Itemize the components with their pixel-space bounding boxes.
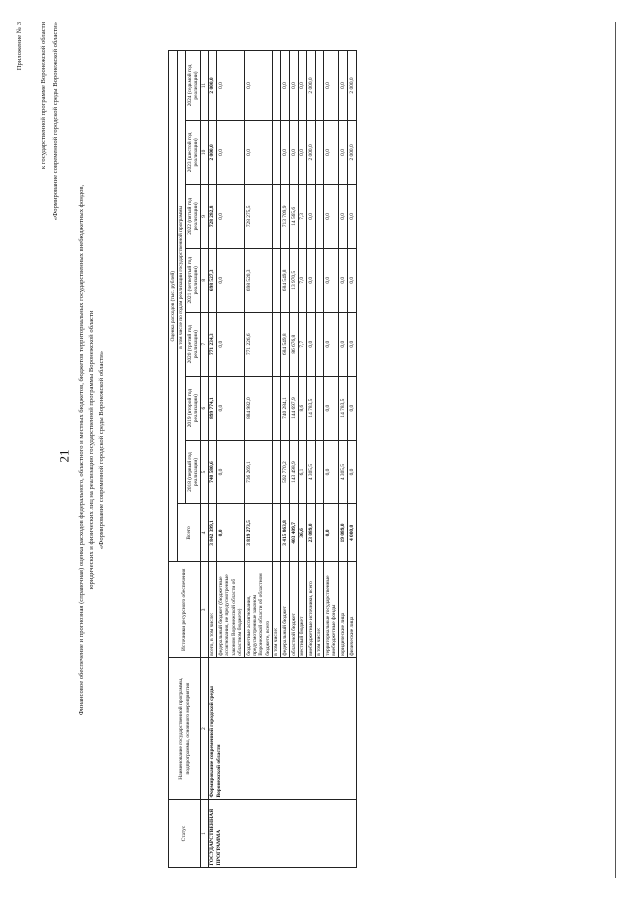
year-value: 2 000,0	[307, 120, 316, 184]
total-value: 0,0	[324, 504, 339, 562]
header-year: 2021 (четвертый год реализации)	[186, 248, 201, 312]
year-value: 144 697,9	[290, 376, 299, 440]
year-value: 592 770,2	[281, 440, 290, 504]
year-value: 14 783,5	[339, 376, 348, 440]
year-value: 6,1	[298, 440, 307, 504]
program-name: Формирование современной городской среды Воронежской области	[208, 658, 356, 800]
year-value: 736 269,1	[245, 440, 273, 504]
year-value: 0,0	[245, 120, 273, 184]
year-value: 0,0	[339, 312, 348, 376]
year-value: 2 000,0	[347, 51, 356, 121]
year-value: 899 774,1	[208, 376, 217, 440]
year-value: 0,0	[281, 51, 290, 121]
total-value: 3 819 273,5	[245, 504, 273, 562]
year-value: 0,0	[339, 184, 348, 248]
funding-source: областной бюджет	[290, 562, 299, 658]
year-value: 0,0	[347, 248, 356, 312]
year-value: 0,0	[324, 51, 339, 121]
year-value: 0,0	[324, 248, 339, 312]
year-value: 0,0	[339, 51, 348, 121]
year-value: 0,0	[245, 51, 273, 121]
header-status: Статус	[169, 800, 201, 868]
column-number: 1	[201, 800, 208, 868]
year-value: 698 527,3	[208, 248, 217, 312]
year-value: 0,0	[217, 440, 245, 504]
year-value: 0,0	[307, 248, 316, 312]
total-value: 403 409,7	[290, 504, 299, 562]
document-title-line3: «Формирование современной городской среды Воронежской области»	[98, 350, 105, 550]
year-value: 684 549,8	[281, 248, 290, 312]
year-value: 0,0	[217, 376, 245, 440]
total-value: 3 415 863,8	[281, 504, 290, 562]
header-year: 2018 (первый год реализации)	[186, 440, 201, 504]
total-value	[272, 504, 281, 562]
funding-source: федеральный бюджет (бюджетные ассигнования, не предусмотренные законом Воронежской области об областном бюджете)	[217, 562, 245, 658]
funding-source: бюджетные ассигнования, предусмотренные законом Воронежской области об областном бюджете, всего	[245, 562, 273, 658]
column-number: 8	[201, 248, 208, 312]
year-value: 0,0	[347, 184, 356, 248]
year-value: 0,0	[217, 248, 245, 312]
year-value: 0,0	[307, 184, 316, 248]
column-number: 9	[201, 184, 208, 248]
year-value: 771 234,3	[208, 312, 217, 376]
year-value	[315, 120, 324, 184]
year-value: 0,0	[324, 120, 339, 184]
appendix-number: Приложение № 3	[16, 22, 23, 71]
year-value: 684 549,8	[281, 312, 290, 376]
year-value: 2 000,0	[347, 120, 356, 184]
column-number: 5	[201, 440, 208, 504]
column-number: 2	[201, 658, 208, 800]
column-number: 3	[201, 562, 208, 658]
table-body	[208, 51, 356, 868]
year-value: 14 565,6	[290, 184, 299, 248]
year-value: 13 970,5	[290, 248, 299, 312]
year-value: 0,0	[347, 440, 356, 504]
column-number: 11	[201, 51, 208, 121]
year-value: 728 282,8	[208, 184, 217, 248]
total-value: 3 842 399,1	[208, 504, 217, 562]
year-value	[272, 440, 281, 504]
year-value: 143 498,9	[290, 440, 299, 504]
year-value: 0,0	[324, 312, 339, 376]
year-value: 0,0	[217, 312, 245, 376]
year-value	[315, 248, 324, 312]
column-number: 10	[201, 120, 208, 184]
year-value: 0,0	[217, 51, 245, 121]
header-year: 2022 (пятый год реализации)	[186, 184, 201, 248]
total-value: 0,0	[217, 504, 245, 562]
year-value: 86 676,8	[290, 312, 299, 376]
year-value: 14 783,5	[307, 376, 316, 440]
funding-source: всего, в том числе:	[208, 562, 217, 658]
header-year: 2020 (третий год реализации)	[186, 312, 201, 376]
header-total: Всего	[177, 504, 201, 562]
year-value: 0,0	[324, 184, 339, 248]
funding-source: территориальные государственные внебюджетные фонды	[324, 562, 339, 658]
year-value	[315, 440, 324, 504]
total-value	[315, 504, 324, 562]
year-value: 7,0	[298, 248, 307, 312]
year-value: 0,0	[324, 440, 339, 504]
table-row	[208, 51, 217, 868]
year-value: 7,7	[298, 312, 307, 376]
funding-source: в том числе:	[315, 562, 324, 658]
appendix-program-name: «Формирование современной городской среды Воронежской области»	[52, 22, 59, 221]
year-value: 0,0	[307, 312, 316, 376]
column-number: 7	[201, 312, 208, 376]
year-value: 728 275,5	[245, 184, 273, 248]
year-value: 7,3	[298, 184, 307, 248]
year-value	[315, 312, 324, 376]
year-value: 740 580,6	[208, 440, 217, 504]
total-value: 23 089,0	[307, 504, 316, 562]
year-value: 884 982,0	[245, 376, 273, 440]
header-estimate: Оценка расходов (тыс. рублей)	[169, 51, 178, 562]
year-value: 0,0	[298, 51, 307, 121]
year-value: 740 284,1	[281, 376, 290, 440]
year-value	[272, 120, 281, 184]
total-value: 4 000,0	[347, 504, 356, 562]
year-value: 0,0	[290, 120, 299, 184]
page-number: 21	[56, 449, 72, 463]
year-value: 4 305,5	[307, 440, 316, 504]
funding-source: в том числе:	[272, 562, 281, 658]
column-number: 4	[201, 504, 208, 562]
funding-source: федеральный бюджет	[281, 562, 290, 658]
column-number: 6	[201, 376, 208, 440]
year-value: 0,0	[347, 376, 356, 440]
header-source: Источники ресурсного обеспечения	[169, 562, 201, 658]
year-value: 2 000,0	[208, 120, 217, 184]
year-value: 0,0	[339, 120, 348, 184]
year-value: 713 709,9	[281, 184, 290, 248]
year-value: 2 000,0	[307, 51, 316, 121]
financing-table	[168, 50, 357, 868]
year-value: 698 520,3	[245, 248, 273, 312]
year-value: 771 226,6	[245, 312, 273, 376]
header-year: 2024 (седьмой год реализации)	[186, 51, 201, 121]
year-value	[272, 51, 281, 121]
total-value: 36,6	[298, 504, 307, 562]
year-value: 8,6	[298, 376, 307, 440]
year-value: 0,0	[347, 312, 356, 376]
total-value: 19 089,0	[339, 504, 348, 562]
funding-source: местный бюджет	[298, 562, 307, 658]
year-value: 2 000,0	[208, 51, 217, 121]
funding-source: физические лица	[347, 562, 356, 658]
year-value: 0,0	[217, 184, 245, 248]
column-number-row	[201, 51, 208, 868]
funding-source: внебюджетные источники, всего	[307, 562, 316, 658]
document-title-line1: Финансовое обеспечение и прогнозная (справочная) оценка расходов федерального, областного и местных бюджетов, бюджетов территориальных государственных внебюджетных фондов,	[78, 184, 85, 716]
program-status: ГОСУДАРСТВЕННАЯ ПРОГРАММА	[208, 800, 356, 868]
year-value	[315, 51, 324, 121]
header-by-year: в том числе по годам реализации государственной программы	[177, 51, 186, 505]
year-value	[272, 312, 281, 376]
year-value: 0,0	[339, 248, 348, 312]
funding-source: юридические лица	[339, 562, 348, 658]
year-value: 0,0	[217, 120, 245, 184]
header-year: 2023 (шестой год реализации)	[186, 120, 201, 184]
document-title-line2: юридических и физических лиц на реализацию государственной программы Воронежской области	[88, 310, 95, 590]
year-value: 0,0	[281, 120, 290, 184]
bottom-rule	[615, 22, 616, 878]
year-value: 0,0	[290, 51, 299, 121]
year-value	[272, 248, 281, 312]
year-value: 0,0	[324, 376, 339, 440]
appendix-program: к государственной программе Воронежской области	[40, 22, 47, 169]
year-value	[272, 184, 281, 248]
year-value	[315, 184, 324, 248]
year-value: 0,0	[298, 120, 307, 184]
header-name: Наименование государственной программы, подпрограммы, основного мероприятия	[169, 658, 201, 800]
year-value: 4 305,5	[339, 440, 348, 504]
year-value	[272, 376, 281, 440]
header-year: 2019 (второй год реализации)	[186, 376, 201, 440]
year-value	[315, 376, 324, 440]
